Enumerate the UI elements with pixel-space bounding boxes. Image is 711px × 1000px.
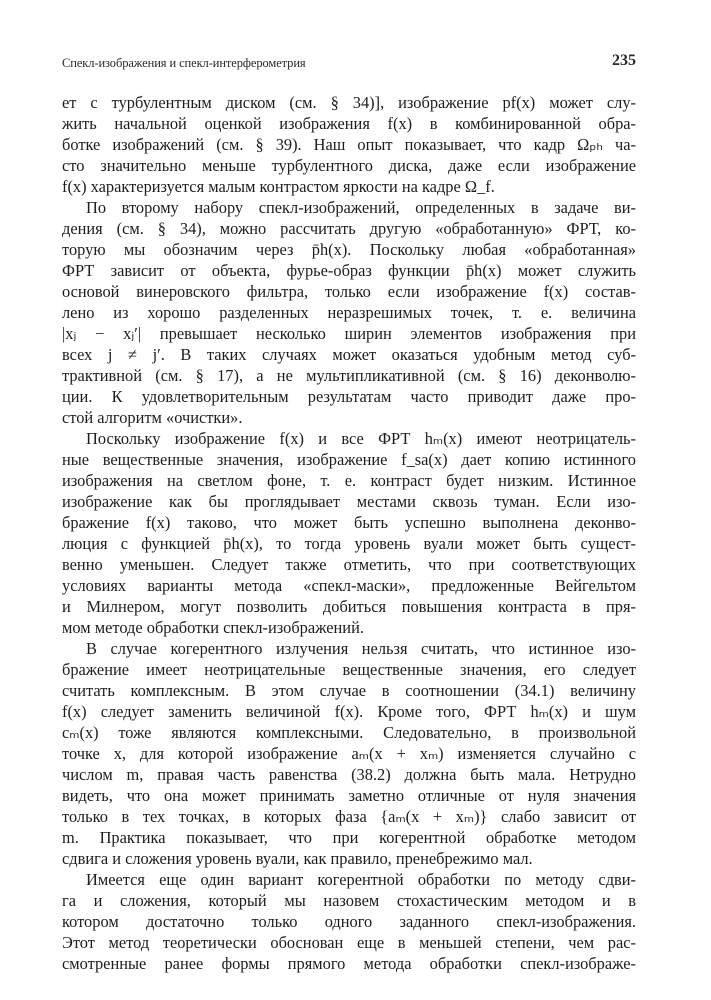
- text-line: точке x, для которой изображение aₘ(x + xₘ) изменяется случайно с: [62, 744, 636, 763]
- text-line: смотренные ранее формы прямого метода обработки спекл-изображе-: [62, 954, 636, 973]
- text-line: ботке изображений (см. § 39). Наш опыт показывает, что кадр Ωₚₕ ча-: [62, 135, 636, 154]
- text-line: f(x) характеризуется малым контрастом яркости на кадре Ω_f.: [62, 177, 495, 196]
- text-line: ФРТ зависит от объекта, фурье-образ функции p̄h(x) может служить: [62, 261, 636, 280]
- text-line: трактивной (см. § 17), а не мультипликативной (см. § 16) деконволю-: [62, 366, 636, 385]
- paragraph: [62, 638, 636, 869]
- text-line: бражение имеет неотрицательные вещественные значения, его следует: [62, 660, 636, 679]
- paragraph: [62, 428, 636, 638]
- text-line: По второму набору спекл-изображений, определенных в задаче ви-: [86, 198, 636, 217]
- text-line: дения (см. § 34), можно рассчитать другую «обработанную» ФРТ, ко-: [62, 219, 636, 238]
- paragraph: [62, 92, 636, 197]
- text-line: котором достаточно только одного заданного спекл-изображения.: [62, 912, 636, 931]
- text-line: всех j ≠ j′. В таких случаях может оказаться удобным метод суб-: [62, 345, 636, 364]
- text-line: Имеется еще один вариант когерентной обработки по методу сдви-: [86, 870, 636, 889]
- text-line: ет с турбулентным диском (см. § 34)], изображение pf(x) может слу-: [62, 93, 636, 112]
- text-line: видеть, что она может принимать заметно отличные от нуля значения: [62, 786, 636, 805]
- text-line: |xⱼ − xⱼ′| превышает несколько ширин элементов изображения при: [62, 324, 636, 343]
- text-line: В случае когерентного излучения нельзя считать, что истинное изо-: [86, 639, 636, 658]
- text-line: изображения на светлом фоне, т. е. контраст будет низким. Истинное: [62, 471, 636, 490]
- paragraph: [62, 197, 636, 428]
- text-line: люция с функцией p̄h(x), то тогда уровень вуали может быть сущест-: [62, 534, 636, 553]
- text-line: основой винеровского фильтра, только если изображение f(x) состав-: [62, 282, 636, 301]
- text-line: ции. К удовлетворительным результатам часто приводит даже про-: [62, 387, 636, 406]
- text-line: считать комплексным. В этом случае в соотношении (34.1) величину: [62, 681, 636, 700]
- text-line: cₘ(x) тоже являются комплексными. Следовательно, в произвольной: [62, 723, 636, 742]
- text-line: Поскольку изображение f(x) и все ФРТ hₘ(x) имеют неотрицатель-: [86, 429, 636, 448]
- running-title: Спекл-изображения и спекл-интерферометрия: [62, 56, 306, 70]
- text-line: числом m, правая часть равенства (38.2) должна быть мала. Нетрудно: [62, 765, 636, 784]
- running-header: [62, 52, 636, 72]
- text-line: лено из хорошо разделенных неразрешимых точек, т. е. величина: [62, 303, 636, 322]
- text-line: m. Практика показывает, что при когерентной обработке методом: [62, 828, 636, 847]
- text-line: f(x) следует заменить величиной f(x). Кроме того, ФРТ hₘ(x) и шум: [62, 702, 636, 721]
- text-line: Этот метод теоретически обоснован еще в меньшей степени, чем рас-: [62, 933, 636, 952]
- text-line: бражение f(x) таково, что может быть успешно выполнена деконво-: [62, 513, 636, 532]
- text-line: и Милнером, могут позволить добиться повышения контраста в пря-: [62, 597, 636, 616]
- text-line: га и сложения, который мы назовем стохастическим методом и в: [62, 891, 636, 910]
- text-line: условиях варианты метода «спекл-маски», предложенные Вейгельтом: [62, 576, 636, 595]
- text-line: изображение как бы проглядывает местами сквозь туман. Если изо-: [62, 492, 636, 511]
- paragraph: [62, 869, 636, 974]
- page-number: 235: [612, 52, 636, 69]
- text-line: жить начальной оценкой изображения f(x) в комбинированной обра-: [62, 114, 636, 133]
- text-line: сдвига и сложения уровень вуали, как правило, пренебрежимо мал.: [62, 849, 533, 868]
- text-line: стой алгоритм «очистки».: [62, 408, 243, 427]
- text-line: ные вещественные значения, изображение f_sa(x) дает копию истинного: [62, 450, 636, 469]
- text-line: сто значительно меньше турбулентного диска, даже если изображение: [62, 156, 636, 175]
- text-line: только в тех точках, в которых фаза {aₘ(x + xₘ)} слабо зависит от: [62, 807, 636, 826]
- text-line: венно уменьшен. Следует также отметить, что при соответствующих: [62, 555, 636, 574]
- text-line: торую мы обозначим через p̄h(x). Поскольку любая «обработанная»: [62, 240, 636, 259]
- page-body: [62, 92, 636, 974]
- text-line: мом методе обработки спекл-изображений.: [62, 618, 364, 637]
